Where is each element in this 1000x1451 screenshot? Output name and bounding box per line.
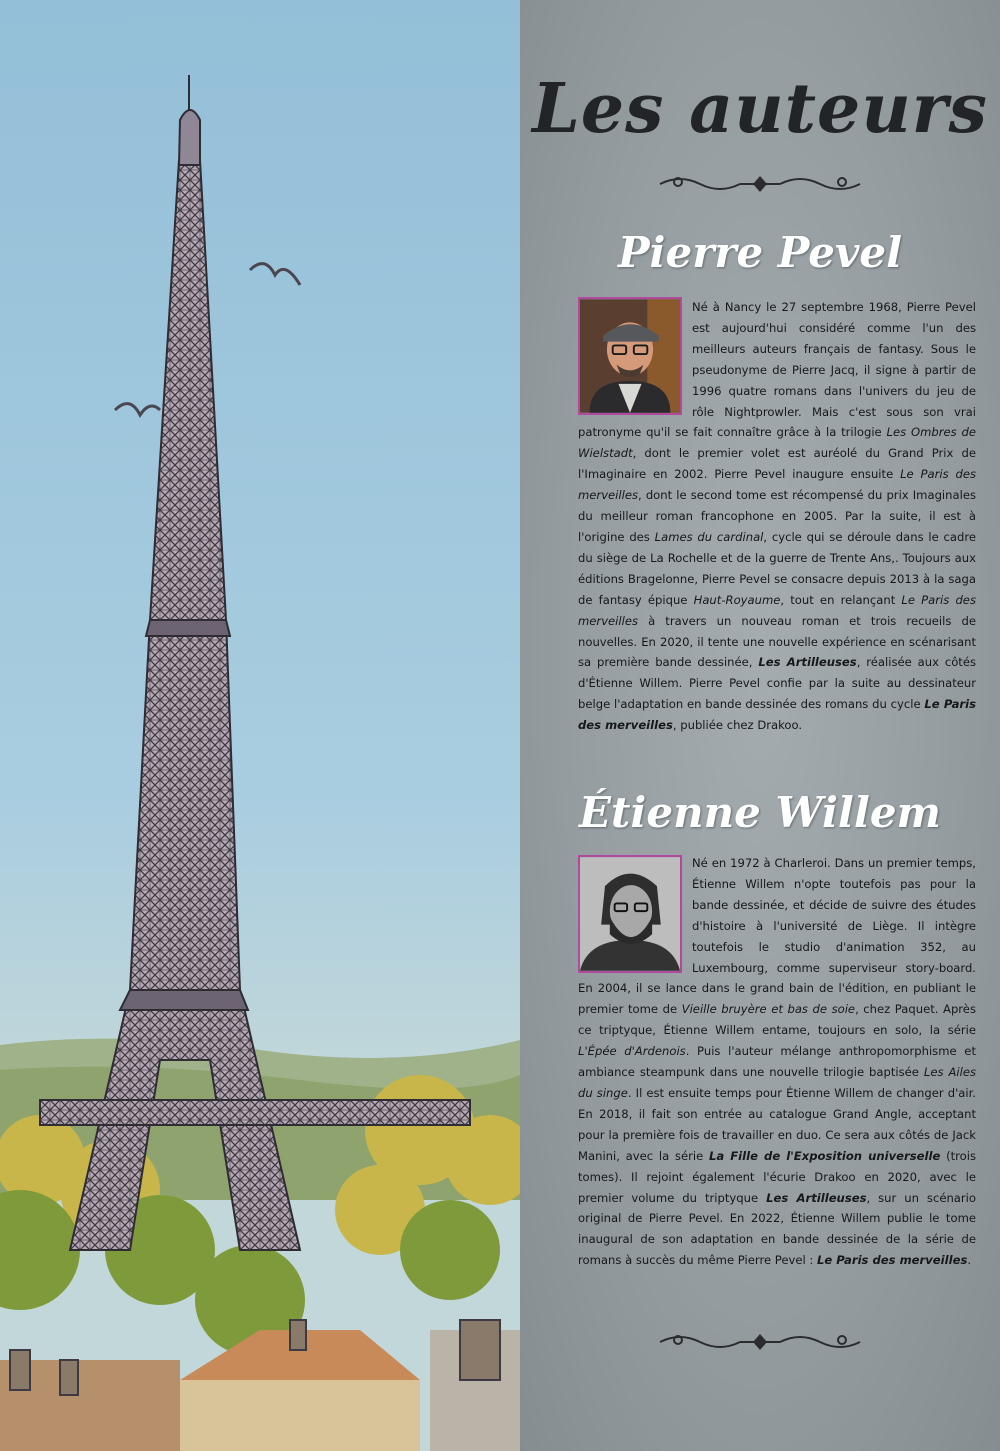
book-title: Lames du cardinal	[654, 529, 764, 544]
book-title: Les Ailes du singe	[578, 1065, 976, 1100]
bio-text: . Il est ensuite temps pour Étienne Willem de changer d'air. En 2018, il fait son entrée au catalogue Grand Angle, acceptant pour la première fois de travailler en duo. Ce sera aux côtés de Jack Manini, avec la série	[578, 1085, 976, 1163]
bio-text: Né en 1972 à Charleroi. Dans un premier temps, Étienne Willem n'opte toutefois pas pour la bande dessinée, et décide de suivre des études d'histoire à l'université de Liège. Il intègre toutefois le studio d'animation 352, au Luxembourg, comme superviseur story-board. En 2004, il se lance dans le grand bain de l'édition, en publiant le premier tome de	[578, 856, 976, 1017]
book-title: Le Paris des merveilles	[578, 697, 976, 733]
book-title: Le Paris des merveilles	[578, 592, 976, 628]
flourish-divider-icon	[650, 172, 870, 196]
bio-text: , dont le premier volet est auréolé du Grand Prix de l'Imaginaire en 2002. Pierre Pevel inaugure ensuite	[578, 446, 976, 482]
book-title: Le Paris des merveilles	[578, 467, 976, 503]
bio-text: , tout en relançant	[780, 592, 902, 607]
book-title: La Fille de l'Exposition universelle	[708, 1148, 941, 1163]
bio-text: , cycle qui se déroule dans le cadre du siège de La Rochelle et de la guerre de Trente Ans,. Toujours aux éditions Bragelonne, Pierre Pevel se consacre depuis 2013 à la saga de fantasy épique	[578, 529, 976, 607]
bio-text: , sur un scénario original de Pierre Pevel. En 2022, Étienne Willem publie le tome inaugural de son adaptation en bande dessinée de la série de romans à succès du même Pierre Pevel :	[578, 1190, 976, 1268]
bio-text: à travers un nouveau roman et trois recueils de nouvelles. En 2020, il tente une nouvelle expérience en scénarisant sa première bande dessinée,	[578, 613, 976, 670]
bio-text: .	[967, 1253, 972, 1268]
bio-text: , chez Paquet. Après ce triptyque, Étienne Willem entame, toujours en solo, la série	[578, 1002, 976, 1038]
author-bio-willem	[578, 853, 976, 1271]
flourish-divider-icon	[650, 1330, 870, 1354]
bio-text: , réalisée aux côtés d'Étienne Willem. Pierre Pevel confie par la suite au dessinateur belge l'adaptation en bande dessinée des romans du cycle	[578, 655, 977, 712]
book-title: Les Artilleuses	[758, 655, 857, 670]
book-title: Vieille bruyère et bas de soie	[681, 1002, 856, 1017]
book-title: Le Paris des merveilles	[816, 1253, 968, 1268]
author-name-willem: Étienne Willem	[579, 788, 941, 837]
bio-text: Né à Nancy le 27 septembre 1968, Pierre Pevel est aujourd'hui considéré comme l'un des meilleurs auteurs français de fantasy. Sous le pseudonyme de Pierre Jacq, il signe à partir de 1996 quatre romans dans l'univers du jeu de rôle Nightprowler. Mais c'est sous son vrai patronyme qu'il se fait connaître grâce à la trilogie	[578, 300, 976, 440]
bio-text: , publiée chez Drakoo.	[672, 718, 803, 733]
page-title: Les auteurs	[532, 69, 988, 149]
bio-text: , dont le second tome est récompensé du prix Imaginales du meilleur roman francophone en 2005. Par la suite, il est à l'origine des	[578, 488, 976, 544]
bio-text: . Puis l'auteur mélange anthropomorphisme et ambiance steampunk dans une nouvelle trilogie baptisée	[578, 1044, 976, 1080]
book-title: L'Épée d'Ardenois	[578, 1044, 686, 1059]
book-title: Les Artilleuses	[766, 1190, 867, 1205]
author-name-pevel: Pierre Pevel	[617, 228, 903, 277]
author-bio-pevel	[578, 297, 976, 736]
book-title: Les Ombres de Wielstadt	[578, 425, 976, 461]
authors-panel	[520, 0, 1000, 1451]
book-title: Haut-Royaume	[693, 592, 781, 607]
bio-text: (trois tomes). Il rejoint également l'écurie Drakoo en 2020, avec le premier volume du triptyque	[578, 1148, 977, 1205]
